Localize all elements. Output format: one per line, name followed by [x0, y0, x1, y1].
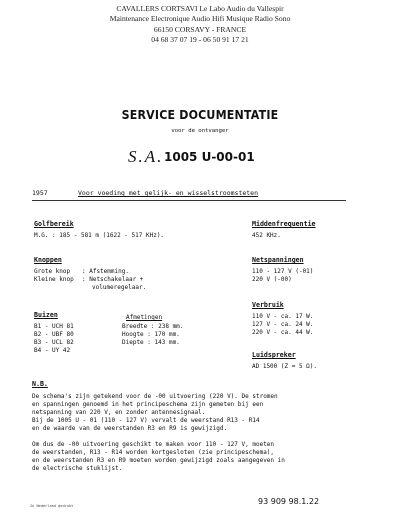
- verbruik-heading: Verbruik: [252, 301, 284, 309]
- document-title: SERVICE DOCUMENTATIE: [121, 108, 279, 122]
- buis-row: B2 - UBF 80: [34, 331, 74, 338]
- model-number: 1005 U-00-01: [164, 150, 255, 164]
- netspanning-row: 110 - 127 V (-01): [252, 268, 314, 275]
- buis-row: B1 - UCH 81: [34, 323, 74, 330]
- stamp-line-phone: 04 68 37 07 19 - 06 50 91 17 21: [151, 35, 249, 45]
- model-prefix: S.A.: [128, 147, 164, 166]
- golfbereik-heading: Golfbereik: [34, 220, 74, 228]
- section-divider: [32, 200, 346, 201]
- printed-in-note: In Nederland gedrukt: [30, 504, 74, 508]
- netspanningen-heading: Netspanningen: [252, 256, 304, 264]
- document-code: 93 909 98.1.22: [258, 497, 320, 506]
- luidspreker-heading: Luidspreker: [252, 351, 296, 359]
- knop-name: Grote knop: [34, 268, 71, 275]
- middenfrequentie-heading: Middenfrequentie: [252, 220, 316, 228]
- nb-line: de electrische stuklijst.: [32, 465, 123, 472]
- stamp-line-name: CAVALLERS CORTSAVI Le Labo Audio du Vallespir: [116, 4, 284, 13]
- nb-line: Om dus de -00 uitvoering geschikt te maken voor 110 - 127 V, moeten: [32, 441, 275, 448]
- service-stamp: [0, 4, 400, 46]
- stamp-line-address: 66150 CORSAVY - FRANCE: [153, 24, 247, 34]
- verbruik-row: 127 V - ca. 24 W.: [252, 321, 314, 328]
- afmeting-row: Diepte : 143 mm.: [122, 339, 180, 346]
- buis-row: B4 - UY 42: [34, 347, 71, 354]
- nb-line: en spanningen genoemd in het principeschema zijn gemeten bij een: [32, 401, 264, 408]
- knop-function: volumeregelaar.: [92, 284, 147, 291]
- knoppen-heading: Knoppen: [34, 256, 62, 264]
- buizen-heading: Buizen: [34, 311, 58, 319]
- year-label: 1957: [32, 189, 48, 197]
- knop-function: : Afstemming.: [82, 268, 129, 275]
- netspanning-row: 220 V (-00): [252, 276, 292, 283]
- nb-line: de weerstanden, R13 - R14 worden kortgesloten (zie principeschema),: [32, 449, 275, 456]
- nb-line: Bij de 1005 U - 01 (110 - 127 V) vervalt de weerstand R13 - R14: [32, 417, 260, 424]
- buis-row: B3 - UCL 82: [34, 339, 74, 346]
- golfbereik-value: M.G. : 185 - 581 m (1622 - 517 KHz).: [34, 232, 165, 239]
- verbruik-row: 220 V - ca. 44 W.: [252, 329, 314, 336]
- nb-line: en de waarde van de weerstanden R3 en R9 is gewijzigd.: [32, 425, 228, 432]
- document-subtitle: voor de ontvanger: [171, 128, 229, 134]
- power-description: Voor voeding met gelijk- en wisselstroomsteten: [78, 189, 259, 197]
- nb-heading: N.B.: [32, 380, 48, 388]
- nb-line: en de weerstanden R3 en R9 moeten worden gewijzigd zoals aangegeven in: [32, 457, 285, 464]
- afmetingen-heading: Afmetingen: [126, 314, 163, 321]
- luidspreker-value: AD 1500 (Z = 5 Ω).: [252, 363, 318, 370]
- nb-line: De schema's zijn getekend voor de -00 uitvoering (220 V). De stromen: [32, 393, 278, 400]
- stamp-line-services: Maintenance Electronique Audio Hifi Musique Radio Sono: [109, 14, 291, 24]
- afmeting-row: Hoogte : 170 mm.: [122, 331, 180, 338]
- middenfrequentie-value: 452 KHz.: [252, 232, 281, 239]
- nb-line: netspanning van 220 V, en zonder antennesignaal.: [32, 409, 206, 416]
- verbruik-row: 110 V - ca. 17 W.: [252, 313, 314, 320]
- knop-function: : Netschakelaar +: [82, 276, 144, 283]
- afmeting-row: Breedte : 238 mm.: [122, 323, 184, 330]
- knop-name: Kleine knop: [34, 276, 74, 283]
